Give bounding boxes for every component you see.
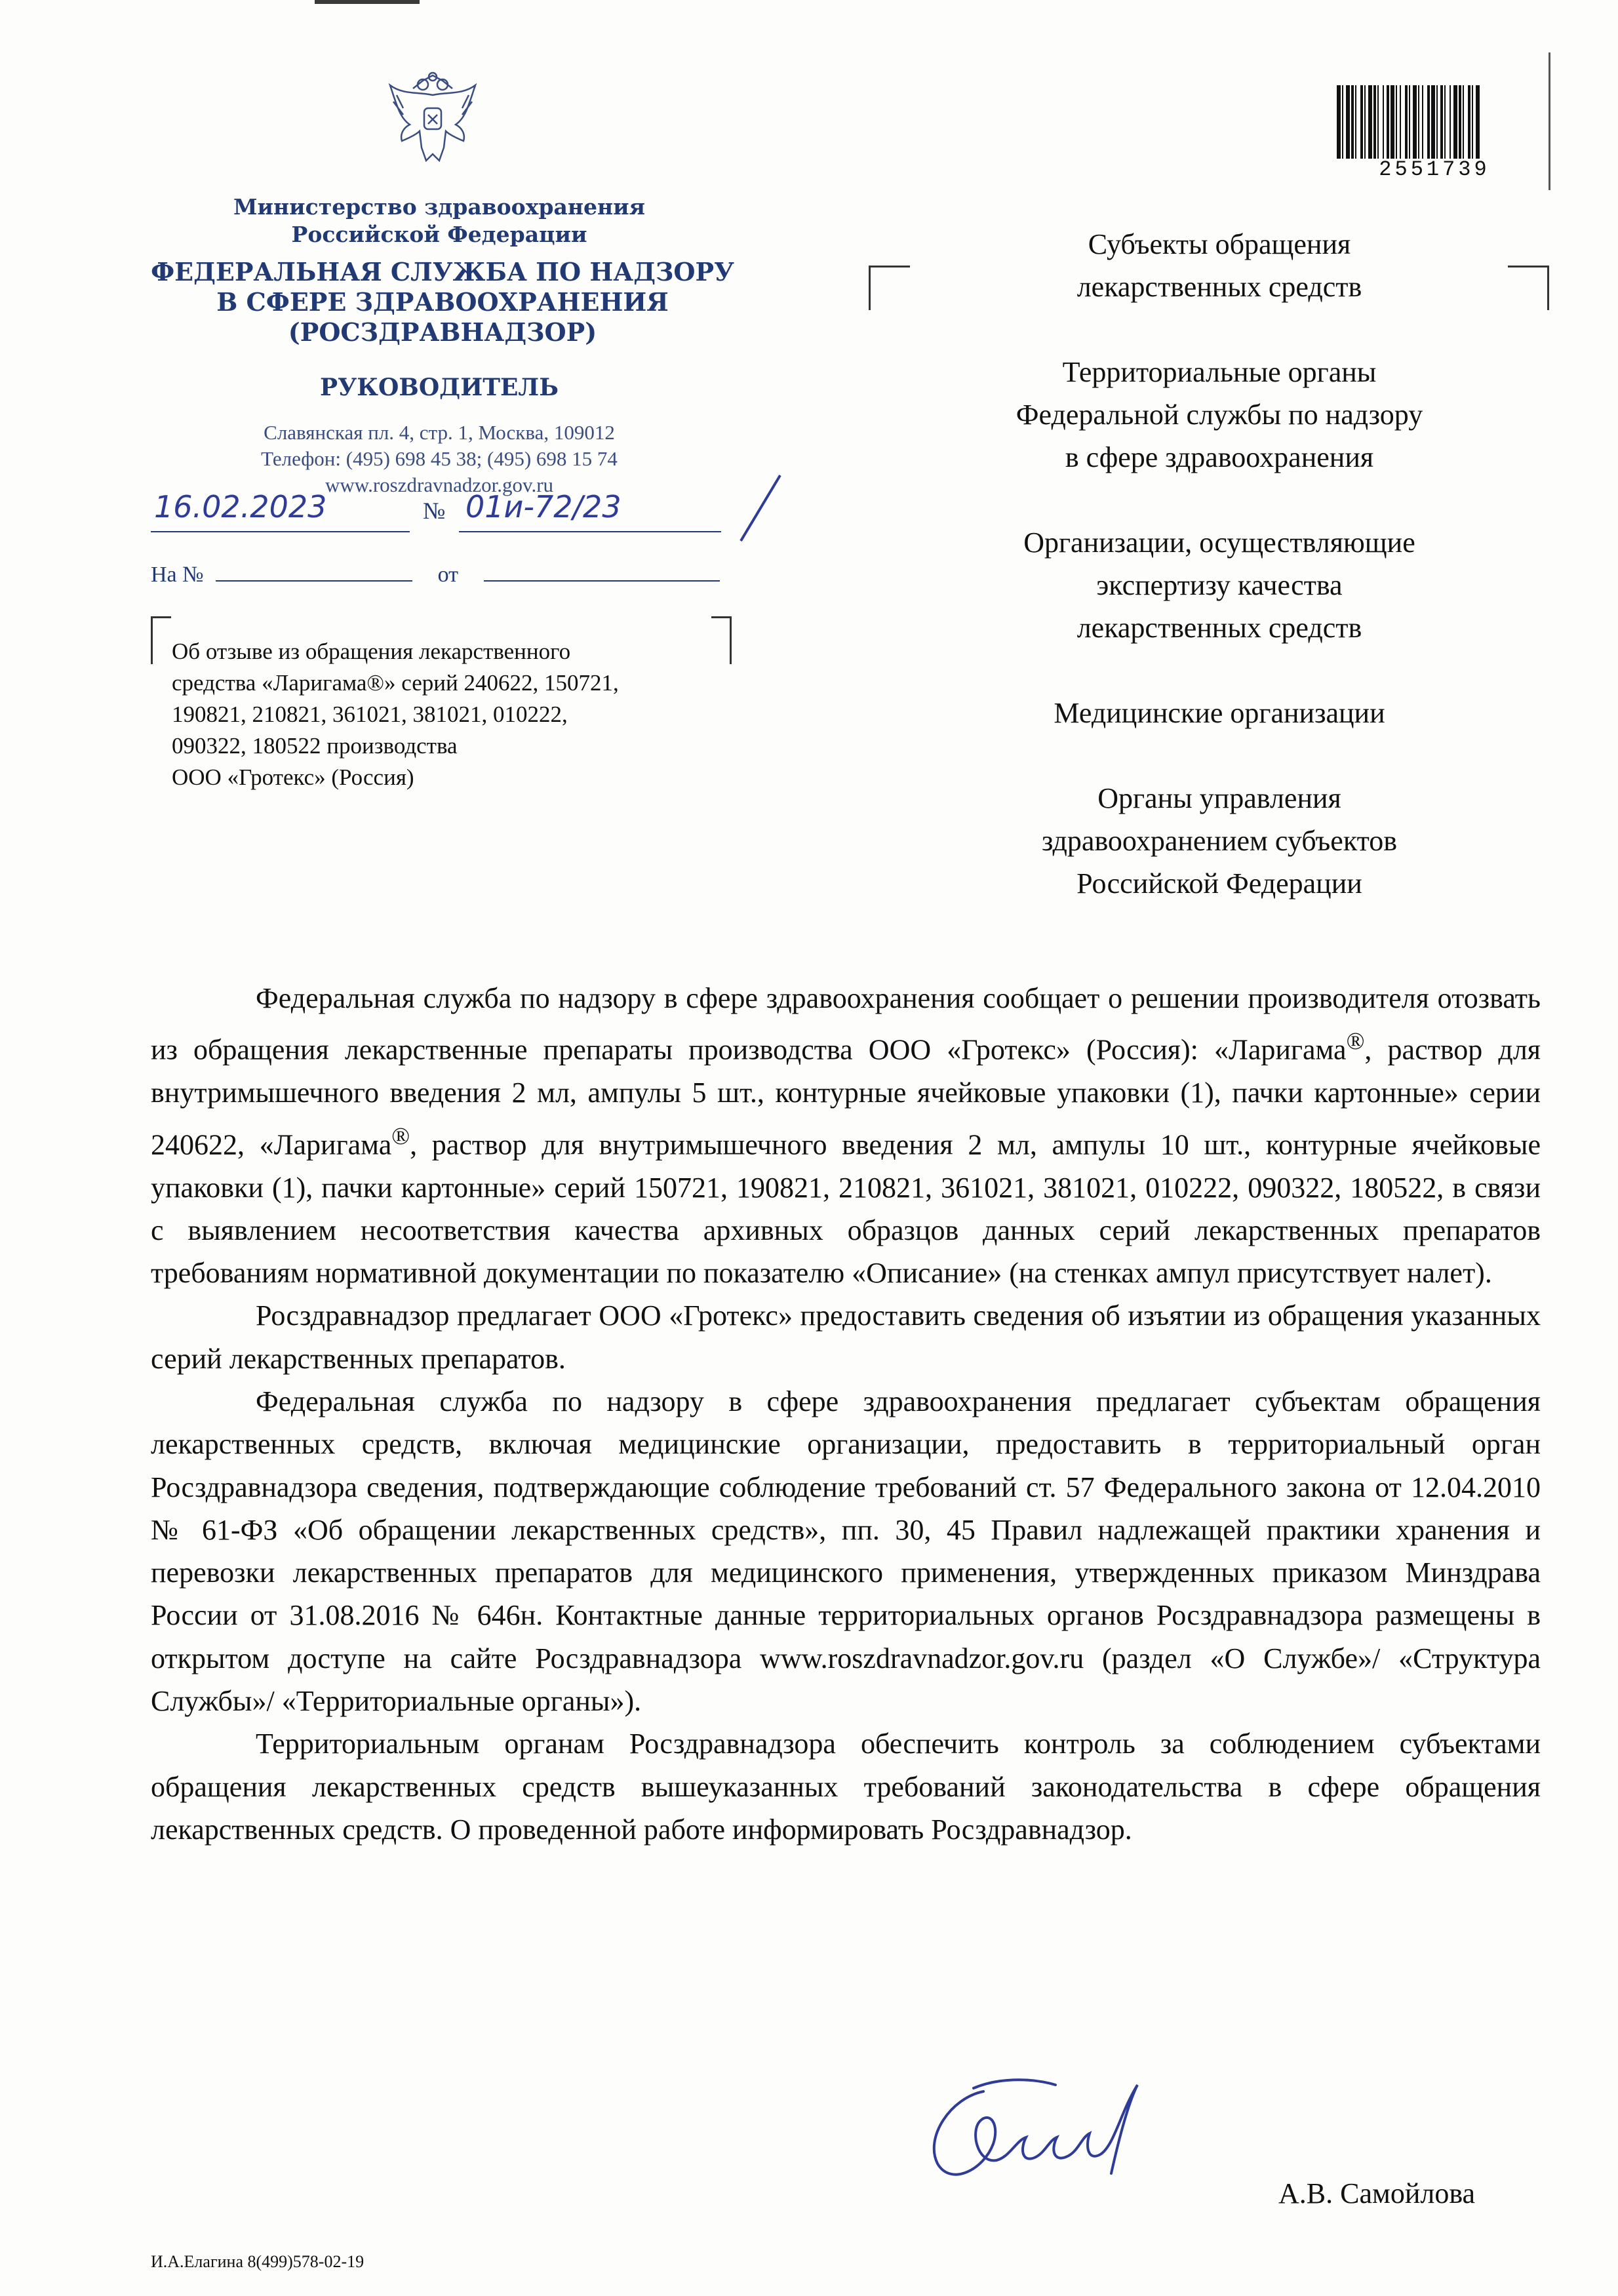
body-paragraph: Территориальным органам Росздравнадзора обеспечить контроль за соблюдением субъектами обращения лекарственных средств вышеуказанных требований законодательства в сфере обращения лекарственных средств. О проведенной работе информировать Росздравнадзор. [151,1728,1541,1846]
scan-edge-mark [315,0,420,4]
barcode-bar [1391,85,1394,159]
service-line: (РОСЗДРАВНАДЗОР) [288,317,597,347]
registration-date: 16.02.2023 [154,489,327,525]
body-paragraph: Федеральная служба по надзору в сфере здравоохранения предлагает субъектам обращения лекарственных средств, включая медицинские организации, предоставить в территориальный орган Росздравнадзора сведения, подтверждающие соблюдение требований ст. 57 Федерального закона от 12.04.2010 № 61-ФЗ «Об обращении лекарственных средств», пп. 30, 45 Правил надлежащей практики хранения и перевозки лекарственных препаратов для медицинского применения, утвержденных приказом Минздрава России от 31.08.2016 № 646н. Контактные данные территориальных органов Росздравнадзора размещены в открытом доступе на сайте Росздравнадзора www.roszdravnadzor.gov.ru (раздел «О Службе»/ «Структура Службы»/ «Территориальные органы»). [151,1385,1541,1718]
subject-line: ООО «Гротекс» (Россия) [172,764,414,790]
body-text: , раствор для внутримышечного введения 2 мл, ампулы 5 шт., контурные ячейковые упаковки (1), пачки картонные» серии 240622, «Ларигама [151,1033,1541,1161]
barcode-bar [1476,85,1480,159]
ministry-line: Российской Федерации [291,222,587,247]
barcode [1334,85,1535,159]
barcode-bar [1459,85,1461,159]
barcode-bar [1431,85,1435,159]
barcode-bar [1400,85,1401,159]
recipient-line: лекарственных средств [1076,612,1362,644]
barcode-bar [1364,85,1366,159]
ministry-line: Министерство здравоохранения [233,194,645,220]
barcode-bar [1346,85,1350,159]
subject-line: 190821, 210821, 361021, 381021, 010222, [172,702,568,727]
number-sign: № [423,498,446,524]
body-text: , раствор для внутримышечного введения 2 мл, ампулы 10 шт., контурные ячейковые упаковки (1), пачки картонные» серий 150721, 190821, 210821, 361021, 381021, 010222, 090322, 180522, в связи с выявлением несоответствия качества архивных образцов данных серий лекарственных препаратов требованиям нормативной документации по показателю «Описание» (на стенках ампул присутствует налет). [151,1128,1541,1290]
body-paragraph [151,977,1541,1294]
barcode-bar [1337,85,1341,159]
reply-blank [216,580,412,582]
service-line: В СФЕРЕ ЗДРАВООХРАНЕНИЯ [216,287,669,317]
barcode-bar [1463,85,1464,159]
coat-of-arms-icon [384,69,482,167]
barcode-number: 2551739 [1379,157,1490,182]
subject-line: 090322, 180522 производства [172,733,458,759]
subject-line: Об отзыве из обращения лекарственного [172,639,571,664]
service-line: ФЕДЕРАЛЬНАЯ СЛУЖБА ПО НАДЗОРУ [151,257,734,287]
barcode-bar [1472,85,1473,159]
number-underline [459,531,721,532]
barcode-bar [1409,85,1410,159]
recipient-line: Российской Федерации [1076,867,1362,900]
body-paragraph: Росздравнадзор предлагает ООО «Гротекс» предоставить сведения об изъятии из обращения указанных серий лекарственных препаратов. [151,1299,1541,1375]
recipient-line: Медицинские организации [1054,697,1385,729]
barcode-bar [1444,85,1446,159]
recipient-line: экспертизу качества [1096,569,1343,601]
barcode-bar [1413,85,1417,159]
barcode-bar [1360,85,1363,159]
recipient [905,351,1534,479]
body-text: Федеральная служба по надзору в сфере здравоохранения сообщает о решении производителя отозвать из обращения лекарственные препараты производства ООО «Гротекс» (Россия): «Ларигама [151,982,1541,1066]
letter-subject [172,636,762,793]
registered-mark: ® [391,1122,410,1149]
recipient-line: здравоохранением субъектов [1041,825,1398,857]
signer-name: А.В. Самойлова [1278,2177,1476,2209]
recipient [905,692,1534,734]
recipient [905,777,1534,905]
reply-label: На № [151,563,204,587]
barcode-bar [1351,85,1354,159]
recipient-line: лекарственных средств [1076,271,1362,303]
barcode-bar [1436,85,1438,159]
barcode-bar [1450,85,1451,159]
recipient [905,223,1534,308]
barcode-bar [1377,85,1379,159]
barcode-bar [1422,85,1423,159]
barcode-bar [1418,85,1419,159]
recipient-line: Федеральной службы по надзору [1016,399,1423,431]
recipient-line: Органы управления [1097,782,1341,814]
recipient-line: в сфере здравоохранения [1065,441,1374,473]
head-title: РУКОВОДИТЕЛЬ [320,374,559,401]
phone: Телефон: (495) 698 45 38; (495) 698 15 74 [261,447,618,470]
registered-mark: ® [1346,1027,1365,1055]
barcode-bar [1453,85,1457,159]
ministry-name [177,193,701,248]
barcode-bar [1427,85,1430,159]
barcode-bar [1396,85,1397,159]
scan-edge-mark [1549,52,1550,190]
executor-contact: И.А.Елагина 8(499)578-02-19 [151,2252,365,2271]
slash-mark [734,472,787,544]
letter-body [151,977,1541,1851]
handwritten-signature [911,2065,1160,2190]
service-name [98,257,787,347]
barcode-bar [1373,85,1376,159]
from-blank [484,580,720,582]
recipient-line: Субъекты обращения [1088,228,1351,260]
from-label: от [437,563,459,587]
barcode-bar [1405,85,1408,159]
barcode-bar [1342,85,1343,159]
website: www.roszdravnadzor.gov.ru [325,473,554,496]
barcode-bar [1440,85,1443,159]
recipient-line: Организации, осуществляющие [1023,526,1415,559]
barcode-bar [1383,85,1384,159]
recipient [905,521,1534,649]
registration-line [151,485,806,544]
barcode-bar [1355,85,1356,159]
reply-reference-line [151,563,720,587]
barcode-bar [1387,85,1389,159]
recipient-line: Территориальные органы [1062,356,1377,388]
registration-number: 01и-72/23 [465,489,622,525]
address: Славянская пл. 4, стр. 1, Москва, 109012 [264,421,615,444]
recipients-corner-left [869,266,910,310]
subject-line: средства «Ларигама®» серий 240622, 150721, [172,670,619,696]
subject-corner-left [151,616,171,664]
date-underline [151,531,410,532]
barcode-bar [1368,85,1372,159]
recipients-block [905,223,1534,905]
barcode-bar [1468,85,1470,159]
